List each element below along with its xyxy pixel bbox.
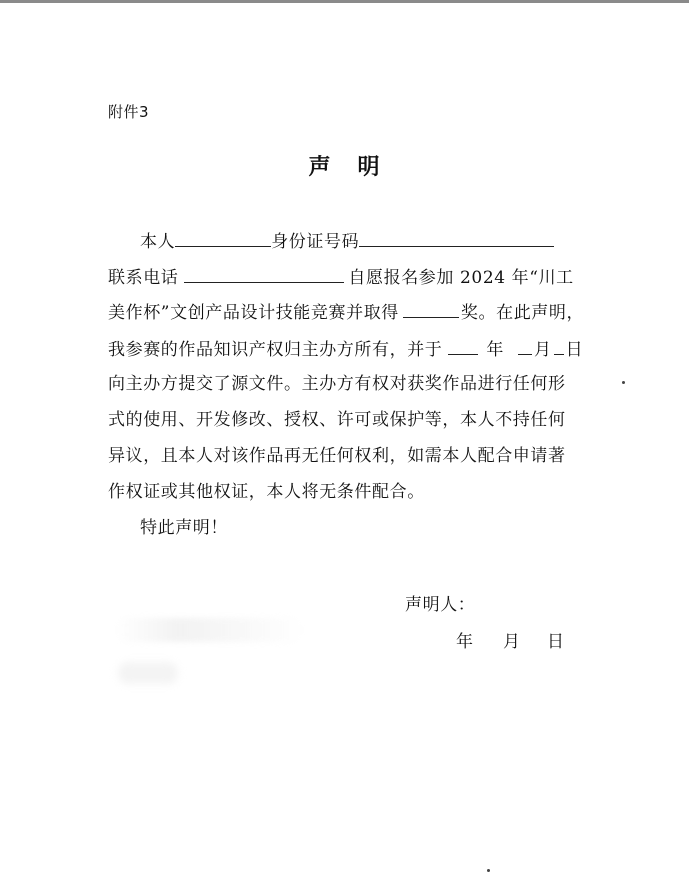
closing-statement: 特此声明！ xyxy=(140,518,228,538)
body-line-6: 式的使用、开发修改、授权、许可或保护等，本人不持任何 xyxy=(108,410,566,430)
submit-year-char: 年 xyxy=(486,340,505,360)
phone-blank xyxy=(184,265,344,283)
id-number-label: 身份证号码 xyxy=(271,232,360,252)
submit-month-blank xyxy=(518,337,532,355)
scan-speck-bottom xyxy=(487,869,490,872)
scan-speck xyxy=(622,381,625,384)
page-title xyxy=(0,150,689,181)
title-char-left: 声 xyxy=(308,155,332,180)
scan-smudge-small xyxy=(118,662,178,684)
submit-day-char: 日 xyxy=(565,340,584,360)
body-line-8: 作权证或其他权证，本人将无条件配合。 xyxy=(108,482,425,502)
date-month: 月 xyxy=(503,632,520,652)
name-label: 本人 xyxy=(140,232,176,252)
body-line-7: 异议，且本人对该作品再无任何权利，如需本人配合申请著 xyxy=(108,446,566,466)
body-line-2 xyxy=(108,265,574,289)
body-line-3 xyxy=(108,300,584,324)
line-4-text: 我参赛的作品知识产权归主办方所有，并于 xyxy=(108,340,443,360)
date-year: 年 xyxy=(456,632,473,652)
submit-year-blank xyxy=(448,337,478,355)
award-blank xyxy=(403,300,459,318)
name-blank xyxy=(175,229,271,247)
phone-label: 联系电话 xyxy=(108,268,179,288)
line-3-text: 美作杯”文创产品设计技能竞赛并取得 xyxy=(108,303,399,323)
submit-month-char: 月 xyxy=(534,340,552,360)
signatory-label: 声明人： xyxy=(405,595,476,615)
body-line-4 xyxy=(108,337,583,361)
line-2-text: 自愿报名参加 2024 年“川工 xyxy=(348,268,574,288)
body-line-1 xyxy=(140,229,554,253)
attachment-label: 附件3 xyxy=(108,103,150,121)
title-char-right: 明 xyxy=(357,155,381,180)
id-number-blank xyxy=(359,229,554,247)
submit-day-blank xyxy=(554,337,564,355)
body-line-5: 向主办方提交了源文件。主办方有权对获奖作品进行任何形 xyxy=(108,374,566,394)
scan-smudge xyxy=(115,618,305,642)
line-3-suffix: 奖。在此声明， xyxy=(460,303,585,323)
date-day: 日 xyxy=(547,632,564,652)
